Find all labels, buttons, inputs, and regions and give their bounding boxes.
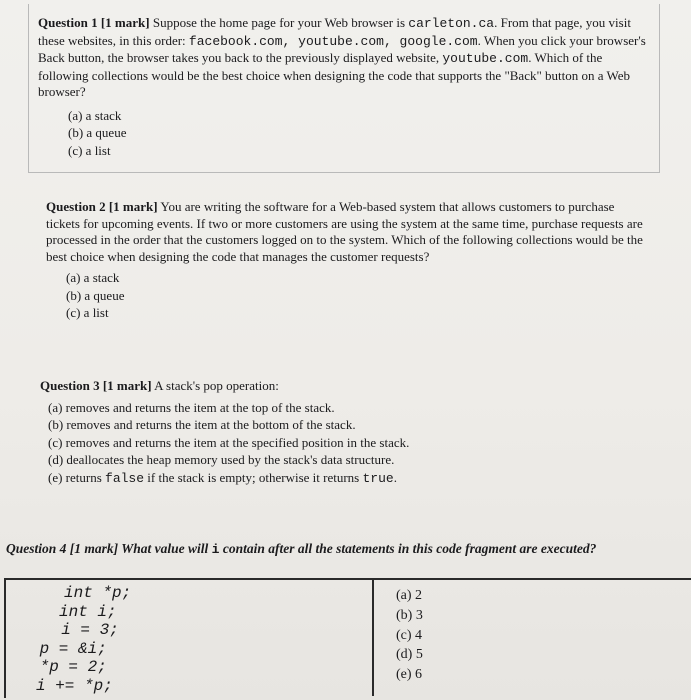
question-2-option: (b) a queue: [66, 287, 125, 303]
question-4-option: (b) 3: [396, 607, 423, 623]
question-1-options: [68, 107, 648, 160]
question-2-text: [46, 199, 646, 265]
question-3-option: (c) removes and returns the item at the specified position in the stack.: [48, 434, 410, 450]
question-1-text-part: . From that page, you visit these websites, in this order:: [38, 15, 631, 48]
question-3-option: (a) removes and returns the item at the top of the stack.: [48, 399, 335, 415]
question-2-body: You are writing the software for a Web-based system that allows customers to purchase tickets for upcoming events. If two or more customers are using the system at the same time, purchase requests are processed in the order that the customers logged on to the system. Which of the following collections would be the best choice when designing the code that manages the customer requests?: [46, 199, 643, 264]
question-3-code-false: false: [105, 470, 145, 486]
question-3-body: A stack's pop operation:: [151, 378, 279, 393]
question-2-options: [66, 269, 646, 322]
question-4-text-part: contain after all the statements in this code fragment are executed?: [219, 541, 597, 556]
question-4-code-var: i: [211, 542, 220, 557]
question-1-text-part: Suppose the home page for your Web browser is: [152, 15, 409, 30]
question-3-label: Question 3 [1 mark]: [40, 378, 152, 393]
question-3-option-e-part: if the stack is empty; otherwise it returns: [144, 469, 363, 485]
code-line: int i;: [59, 602, 117, 621]
code-fragment: [28, 584, 131, 695]
question-1-text: [38, 15, 648, 101]
question-1-code-sites: facebook.com, youtube.com, google.com: [188, 33, 478, 49]
code-line: i = 3;: [42, 621, 119, 639]
question-4-text: [6, 540, 646, 558]
question-1-option: (a) a stack: [68, 107, 122, 123]
code-line: int *p;: [64, 584, 132, 602]
question-1-option: (b) a queue: [68, 125, 127, 140]
code-line: i += *p;: [36, 676, 113, 695]
question-2-option: (c) a list: [66, 305, 109, 320]
question-3: [40, 378, 660, 487]
question-1: [38, 15, 648, 159]
question-3-options: [48, 399, 660, 488]
question-2: [46, 199, 646, 322]
question-3-code-true: true: [362, 470, 394, 486]
question-4-option: (a) 2: [396, 588, 423, 603]
table-divider: [372, 578, 374, 696]
question-3-option: (d) deallocates the heap memory used by the stack's data structure.: [48, 452, 395, 467]
question-4-text-part: What value will: [118, 541, 212, 556]
question-4: [6, 540, 646, 558]
question-4-option: (d) 5: [396, 647, 423, 663]
question-4-option: (c) 4: [396, 627, 423, 643]
question-2-option: (a) a stack: [66, 270, 120, 285]
question-3-option: (b) removes and returns the item at the bottom of the stack.: [48, 417, 356, 432]
question-2-label: Question 2 [1 mark]: [46, 199, 158, 214]
code-line: *p = 2;: [30, 658, 107, 676]
question-1-text-part: . Which of the following collections would be the best choice when designing the code that supports the "Back" button on a Web browser?: [38, 50, 631, 99]
question-1-option: (c) a list: [68, 142, 111, 158]
question-1-code-home: carleton.ca: [408, 16, 495, 31]
question-3-option: [48, 469, 660, 488]
question-3-text: [40, 378, 660, 395]
question-3-option-e-part: (e) returns: [48, 469, 106, 485]
question-4-label: Question 4 [1 mark]: [6, 541, 119, 556]
question-1-label: Question 1 [1 mark]: [38, 15, 150, 30]
question-4-options: [396, 586, 423, 685]
question-4-option: (e) 6: [396, 667, 423, 683]
question-1-text-part: . When you click your browser's Back button, the browser takes you back to the previously displayed website,: [38, 32, 646, 65]
code-line: p = &i;: [30, 639, 107, 658]
question-1-code-youtube: youtube.com: [442, 51, 529, 66]
question-3-option-e-part: .: [393, 469, 397, 485]
